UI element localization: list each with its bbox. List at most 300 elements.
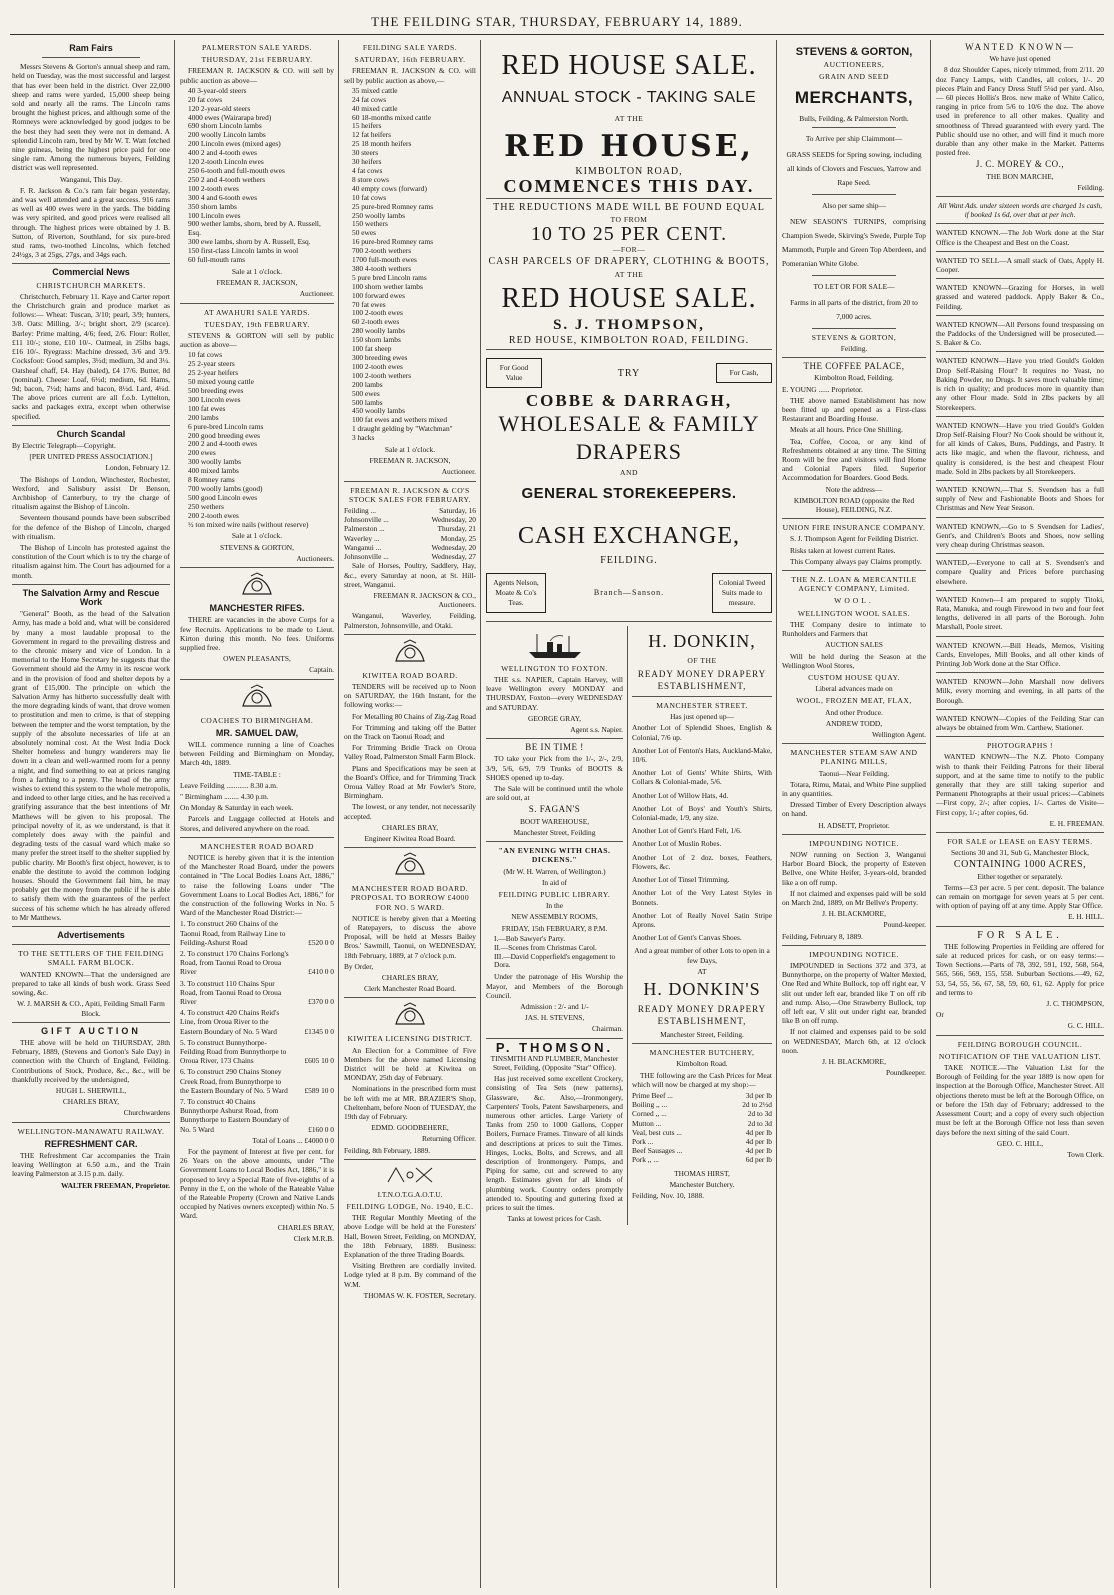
acres-heading: CONTAINING 1000 ACRES,	[953, 859, 1087, 871]
donkin-grand: And a great number of other Lots to open in a few Days,	[634, 946, 770, 965]
stock-list-item: 3 hacks	[352, 433, 375, 443]
christchurch-text: Christchurch, February 11. Kaye and Carter report the Christchurch grain and produce market as follows:— Wheat: Tuscan, 3/10; pearl, 3/9; hunters, 3/8. Oats: Milling, 3/-; bright short, 2/9 (scarce). Barley: Prime malting, 4/6; feed, 2/6. Flour: Roller, £11 10/-; stone, £10 10/-. Oatmeal, in 25lbs bags, £16 10/-. Ryegrass: Machine dressed, 3/6 and 3/9. Cocksfoot: Good samples, 3½d; medium, 3d and 3¼. Oatsheaf chaff, £4. Hay (baled), £4 17/6. Butter, 8d (nominal). Cheese: Loaf, 6½d; medium, 6d. Hams, 9d; bacon, 7½d; hams and bacon, 8½d. Lard, 4¼d. The above prices current are all f.o.b. Lyttelton, sacks and packages extra, except when otherwise specified.	[12, 291, 170, 421]
wool-heading: WOOL.	[834, 596, 874, 606]
dickens-heading: "AN EVENING WITH CHAS. DICKENS."	[498, 846, 611, 865]
road-work-description: 2. To construct 170 Chains Forlong's Road, from Taonui Road to Oroua River	[180, 948, 289, 977]
church-byline: By Electric Telegraph—Copyright.	[12, 440, 116, 450]
cash-exchange-heading: CASH EXCHANGE,	[517, 522, 740, 549]
stock-list-item: 100 shorn wether lambs	[352, 281, 423, 291]
donkin-establishment-2: READY MONEY DRAPERY ESTABLISHMENT,	[637, 1003, 767, 1026]
foxton-signature-title: Agent s.s. Napier.	[570, 725, 623, 735]
settlers-signature: W. J. MARSH & CO., Apiti, Feilding Small Farm Block.	[17, 999, 165, 1018]
stock-sales-text: Sale of Horses, Poultry, Saddlery, Hay, &c., every Saturday at noon, at St. Hill-street, Wanganui.	[344, 561, 476, 589]
stock-list-item: 10 fat cows	[188, 350, 223, 360]
stock-sales-schedule	[344, 506, 476, 561]
borough-signature-title: Town Clerk.	[1067, 1149, 1104, 1159]
stock-list-item: 690 shorn Lincoln lambs	[188, 121, 262, 131]
stock-list-item: 450 woolly lambs	[352, 406, 405, 416]
for-sale-signature-1: J. C. THOMPSON,	[1046, 999, 1104, 1009]
photographs-heading: PHOTOGRAPHS !	[986, 741, 1054, 751]
butchery-heading: MANCHESTER BUTCHERY,	[649, 1048, 755, 1058]
stock-list-item: 150 shorn lambs	[352, 335, 401, 345]
road-work-description: 5. To construct Bunnythorpe-Feilding Road from Bunnythorpe to Oroua River, 173 Chains	[180, 1037, 287, 1066]
royal-crest-icon	[237, 572, 277, 600]
loan-proposal-signature: CHARLES BRAY,	[381, 973, 439, 982]
price-row	[632, 1146, 772, 1155]
stock-list-item: 380 4-tooth wethers	[352, 263, 412, 273]
salvation-text: "General" Booth, as the head of the Salvation Army, has made a bold and, what will be considered by many a most laudable proposal to the Government in regard to the prevailing distress and to the chronic misery and vice of London. In a memorial to the Home Secretary he suggests that the Government should aid the Army in its rescue work and in the provision of food and shelter depots by a grant of £15,000. The principle on which the Salvation Army has hitherto successfully dealt with the more degrading kinds of want, that drove women to prostitution and men to crime, is that of stepping between the tempter and the worst temptation, by the supply of the absolute necessaries of life at an absolutely nominal cost. At the West India Dock Shelter homeless and hungry wanderers may lie down in a clean and well-warmed room for a penny a night, and find something to eat at prices ranging from a farthing to a penny. The head of the army wishes to extend this system to the whole metropolis, and indeed to other large cities, and he has received a gratifying assurance that the best intentions of Mr Matthews will be given to his proposal. The principal novelty of it, as we understand, is that it completely does away with the painful and degrading tests of the casual ward which make so many prefer the street itself to the shelter supplied by public charity. Mr Booth's first object, however, is to enable the destitute to avoid the common lodging houses. Should the Government fail him, he may probably get the money from the public if he is able to satisfy them with the guarantees of the perfect success of his scheme which he has already offered to Mr Matthews.	[12, 609, 170, 922]
cash-exchange-boxes	[486, 573, 772, 613]
road-board-signature-title: Clerk M.R.B.	[293, 1233, 334, 1243]
kiwitea-signature-title: Engineer Kiwitea Road Board.	[364, 833, 456, 843]
palmerston-date: THURSDAY, 21st FEBRUARY.	[201, 55, 313, 65]
schedule-row	[344, 543, 476, 552]
want-ad: WANTED TO SELL—A small stack of Oats, Apply H. Cooper.	[936, 255, 1104, 275]
stock-list-item: 700 2-tooth wethers	[352, 246, 412, 256]
stock-list-item: 50 mixed young cattle	[188, 377, 254, 387]
stock-list-item: 300 woolly lambs	[188, 457, 241, 467]
road-work-amount: £605 10 0	[304, 1056, 334, 1066]
kiwitea-road-text: TENDERS will be received up to Noon on SATURDAY, the 16th Instant, for the following works:—	[344, 681, 476, 710]
stock-list-item: 280 woolly lambs	[352, 326, 405, 336]
try-label: TRY	[617, 367, 641, 379]
coffee-palace-text-2: Tea, Coffee, Cocoa, or any kind of Refreshments obtained at any time. The Sitting Room will be free and visitors will find Home and Colonial Papers filed. Superior Accommodation for Boarders. Good Beds.	[782, 436, 926, 483]
union-fire-heading: UNION FIRE INSURANCE COMPANY.	[782, 523, 926, 533]
ram-fairs-text-2: F. R. Jackson & Co.'s ram fair began yesterday, and was well attended and a great success. 916 rams as well as 400 ewes were in the yards. The bidding was very spirited, and good prices were realised all through. The highest prices were obtained by J. B. Sutton, of Riverton, Southland, for six pure-bred stud rams, two-toothed Lincolns, which fetched 24½gs, 3 at 25gs, 27gs, and 34gs each.	[12, 185, 170, 260]
to-let-text: TO LET OR FOR SALE—	[813, 281, 895, 291]
cash-box: For Cash,	[716, 363, 772, 383]
stock-list-item: 35 mixed cattle	[352, 85, 398, 95]
red-house-title: RED HOUSE,	[504, 129, 754, 165]
want-ad: WANTED KNOWN.—The Job Work done at the Star Office is the Cheapest and Best on the Coast.	[936, 228, 1104, 247]
column-4	[482, 40, 776, 1588]
stock-list-item: 200 good breeding ewes	[188, 430, 261, 440]
coffee-palace-heading: THE COFFEE PALACE,	[803, 361, 905, 372]
price-row-value: 4d per lb	[745, 1127, 772, 1137]
road-work-item	[180, 949, 334, 977]
impounding-2-signature: J. H. BLACKMORE,	[822, 1057, 886, 1067]
road-work-item	[180, 979, 334, 1007]
column-1	[8, 40, 174, 1588]
impounding-heading-2: IMPOUNDING NOTICE.	[809, 949, 899, 959]
price-row-value: 2d to 3d	[747, 1109, 772, 1119]
dickens-in: In the	[545, 901, 564, 911]
impounding-signature-title: Pound-keeper.	[883, 920, 926, 930]
dickens-signature-title: Chairman.	[592, 1024, 623, 1034]
fagan-warehouse: BOOT WAREHOUSE,	[519, 816, 590, 826]
kiwitea-work-2: For Trimming and taking off the Batter on the Track on Taonui Road; and	[344, 722, 476, 741]
road-board-total: Total of Loans ... £4000 0 0	[252, 1135, 334, 1145]
fagan-address: Manchester Street, Feilding	[513, 827, 596, 837]
schedule-row-label: Wanganui ...	[344, 542, 382, 552]
stock-list-item: 4000 ewes (Wairarapa bred)	[188, 112, 272, 122]
col4-left-subcolumn	[486, 626, 628, 1226]
for-sale-heading: FOR SALE.	[977, 929, 1063, 941]
for-label: —FOR—	[612, 245, 646, 255]
cash-parcels-text: CASH PARCELS OF DRAPERY, CLOTHING & BOOTS,	[488, 256, 770, 268]
price-row-label: Prime Beef ...	[632, 1090, 673, 1100]
coffee-palace-address-2: KIMBOLTON ROAD (opposite the Red House), FEILDING, N.Z.	[793, 495, 915, 515]
feilding-sale-time: Sale at 1 o'clock.	[384, 445, 436, 455]
price-row-label: Pork ,, ...	[632, 1155, 659, 1165]
stock-list-item: 300 ewe lambs, shorn by A. Russell, Esq.	[188, 237, 311, 247]
morey-name: J. C. MOREY & CO.,	[975, 159, 1065, 170]
price-row-label: Mutton ...	[632, 1118, 662, 1128]
feilding-yards-heading: FEILDING SALE YARDS.	[362, 43, 458, 52]
for-sale-lease-text: Either together or separately.	[977, 871, 1063, 881]
for-sale-lease-signature: E. H. HILL.	[1068, 912, 1104, 922]
schedule-row	[344, 515, 476, 524]
awahuri-intro: STEVENS & GORTON will sell by public auction as above—	[180, 330, 334, 350]
donkin-item: Another Lot of Willow Hats, 4d.	[632, 790, 729, 800]
road-work-amount: £410 0 0	[308, 967, 334, 977]
gift-auction-heading: GIFT AUCTION	[41, 1025, 141, 1036]
dickens-byline: (Mr W. H. Warren, of Wellington.)	[503, 866, 606, 876]
donkin-street: MANCHESTER STREET.	[656, 701, 748, 711]
for-sale-lease-sections: Sections 30 and 31, Sub G, Manchester Block,	[951, 848, 1089, 858]
stock-list-item: 24 fat cows	[352, 94, 387, 104]
palmerston-stock-list	[180, 87, 334, 265]
butchery-signature-title: Manchester Butchery.	[669, 1179, 735, 1189]
kimbolton-road: KIMBOLTON ROAD,	[575, 166, 683, 178]
road-work-amount: £589 10 0	[304, 1085, 334, 1095]
road-work-item	[180, 1067, 334, 1095]
saw-mills-text: Totara, Rimu, Matai, and White Pine supplied in any quantities.	[782, 779, 926, 798]
stock-list-item: 25 18 month heifers	[352, 139, 412, 149]
dickens-admission: Admission : 2/- and 1/-	[520, 1001, 589, 1011]
price-row-value: 4d per lb	[745, 1146, 772, 1156]
impounding-date: Feilding, February 8, 1889.	[782, 931, 863, 941]
programme-item: III.—David Copperfield's engagement to Dora.	[494, 951, 616, 970]
stock-list-item: 100 fat ewes and wethers mixed	[352, 415, 448, 425]
want-ad: WANTED KNOWN—Grazing for Horses, in well grassed and watered paddock. Apply Baker & Co., Feilding.	[936, 283, 1104, 311]
church-heading: Church Scandal	[56, 428, 126, 439]
stock-list-item: 100 fat ewes	[188, 403, 226, 413]
stock-list-item: 200 lambs	[352, 379, 383, 389]
road-work-amount: £1345 0 0	[304, 1026, 334, 1036]
column-divider	[338, 40, 339, 1588]
lodge-heading: FEILDING LODGE, No. 1940, E.C.	[346, 1202, 474, 1212]
stock-list-item: 15 heifers	[352, 121, 382, 131]
cobbe-darragh-title: COBBE & DARRAGH,	[525, 391, 733, 411]
dickens-date: FRIDAY, 15th FEBRUARY, 8 P.M.	[501, 923, 608, 933]
kiwitea-work-1: For Metalling 80 Chains of Zig-Zag Road	[352, 711, 476, 721]
want-ad: WANTED KNOWN—All Persons found trespassing on the Paddocks of the Undersigned will be prosecuted.—S. Baker & Co.	[936, 319, 1104, 348]
stock-list-item: 16 pure-bred Romney rams	[352, 237, 434, 247]
stock-list-item: 8 store cows	[352, 174, 389, 184]
dickens-venue: NEW ASSEMBLY ROOMS,	[511, 912, 598, 922]
farms-text: Farms in all parts of the district, from 20 to 7,000 acres.	[790, 297, 918, 321]
stock-list-item: 100 2-tooth ewes	[352, 308, 403, 318]
stock-sales-signature: FREEMAN R. JACKSON & CO., Auctioneers.	[373, 590, 476, 610]
awahuri-sale-time: Sale at 1 o'clock.	[231, 531, 283, 541]
schedule-row-label: Johnsonville ...	[344, 515, 389, 525]
masonic-emblem-icon	[380, 1164, 440, 1186]
saw-mills-signature: H. ADSETT, Proprietor.	[818, 820, 890, 830]
royal-crest-icon	[237, 684, 277, 712]
union-fire-text-3: This Company always pay Claims promptly.	[790, 556, 922, 566]
royal-crest-icon	[390, 1002, 430, 1030]
stock-list-item: 500 breeding ewes	[188, 385, 244, 395]
lodge-signature: THOMAS W. K. FOSTER, Secretary.	[363, 1290, 476, 1300]
price-row-label: Beef Sausages ...	[632, 1146, 683, 1156]
advances-text: Liberal advances made on	[815, 684, 893, 694]
be-in-time-heading: BE IN TIME !	[525, 742, 584, 753]
storekeepers-heading: GENERAL STOREKEEPERS.	[521, 484, 737, 502]
thomson-subheading: TINSMITH AND PLUMBER, Manchester Street, Feilding, (Opposite "Star" Office).	[490, 1053, 619, 1072]
price-row	[632, 1109, 772, 1118]
stock-list-item: 12 fat heifers	[352, 130, 391, 140]
stock-list-item: 500 lambs	[352, 397, 383, 407]
kiwitea-work-3: For Trimming Bridle Track on Oroua Valley Road, Palmerston Small Farm Block.	[344, 743, 476, 762]
want-ads-note: All Want Ads. under sixteen words are charged 1s cash, if booked 1s 6d, over that at per inch.	[937, 201, 1103, 220]
royal-crest-icon	[390, 639, 430, 667]
coffee-palace-meals: Meals at all hours. Price One Shilling.	[790, 425, 903, 435]
awahuri-signature: STEVENS & GORTON,	[220, 542, 294, 552]
grass-seeds-text: GRASS SEEDS for Spring sowing, including all kinds of Clovers and Fescues, Yarrow and Rape Seed.	[786, 149, 922, 187]
stock-list-item: 200 ewes	[188, 448, 216, 458]
custom-house-label: CUSTOM HOUSE QUAY.	[808, 672, 900, 682]
schedule-row-value: Wednesday, 20	[431, 515, 476, 525]
impounding-text: NOW running on Section 3, Wanganui Harbor Board Block, the property of Esteven Bellve, one White Heifer, 3-years-old, branded like a on off rump.	[782, 849, 926, 887]
price-row	[632, 1128, 772, 1137]
stevens-gorton-locations: Bulls, Feilding, & Palmerston North.	[799, 113, 909, 123]
merchants-heading: MERCHANTS,	[794, 87, 914, 107]
road-work-item	[180, 1008, 334, 1036]
stock-sales-towns: Wanganui, Waverley, Feilding, Palmerston, Johnsonville, and Otaki.	[344, 611, 476, 630]
valuation-heading: NOTIFICATION OF THE VALUATION LIST.	[938, 1051, 1102, 1061]
stock-list-item: 60 full-mouth rams	[188, 255, 246, 265]
lodge-emblem-text: I.T.N.O.T.G.A.O.T.U.	[377, 1189, 443, 1199]
church-text-3: The Bishop of Lincoln has protested against the constitution of the Court which is to try the charge of ritualism against him. The Court has adjourned for a month.	[12, 542, 170, 580]
dickens-patronage: Under the patronage of His Worship the Mayor, and Members of the Borough Council.	[486, 972, 623, 1000]
feilding-signature-title: Auctioneer.	[441, 467, 476, 477]
coffee-palace-proprietor: E. YOUNG ...... Proprietor.	[782, 384, 863, 394]
ram-fairs-heading: Ram Fairs	[69, 43, 113, 53]
settlers-text: WANTED KNOWN—That the undersigned are prepared to take all kinds of bush work. Grass Seed sowing, &c.	[12, 969, 170, 998]
programme-item: II.—Scenes from Christmas Carol.	[494, 942, 597, 952]
stock-list-item: 200 lambs	[188, 412, 219, 422]
impounding-2-text-2: If not claimed and expenses paid to be sold on WEDNESDAY, March 6th, at 12 o'clock noon.	[782, 1027, 926, 1055]
donkin-at: AT	[697, 966, 707, 976]
feilding-yards-intro: FREEMAN R. JACKSON & CO. will sell by public auction as above,—	[344, 66, 476, 85]
union-fire-text: S. J. Thompson Agent for Feilding District.	[790, 534, 919, 544]
stock-list-item: 1 draught gelding by "Watchman"	[352, 424, 453, 434]
licensing-heading: KIWITEA LICENSING DISTRICT.	[347, 1034, 473, 1044]
licensing-text-2: Nominations in the prescribed form must be left with me at MR. BRAZIER'S Shop, Cheltenham, before Noon of TUESDAY, the 19th day of February.	[344, 1084, 476, 1122]
road-board-heading: MANCHESTER ROAD BOARD	[200, 841, 314, 851]
salvation-heading: The Salvation Army and Rescue Work	[22, 587, 160, 607]
dickens-aid: In aid of	[541, 877, 568, 887]
church-text-2: Seventeen thousand pounds have been subscribed for the defence of the Bishop of Lincoln, charged with ritualism.	[12, 513, 170, 541]
settlers-heading: TO THE SETTLERS OF THE FEILDING SMALL FARM BLOCK.	[18, 949, 164, 968]
dateline: Wanganui, This Day.	[59, 174, 122, 184]
awahuri-date: TUESDAY, 19th FEBRUARY.	[204, 319, 310, 329]
percent-heading: 10 TO 25 PER CENT.	[530, 223, 728, 246]
stevens-gorton-heading: STEVENS & GORTON,	[795, 46, 913, 58]
fagan-name: S. FAGAN'S	[528, 804, 581, 815]
stock-list-item: 350 shorn lambs	[188, 201, 237, 211]
price-row-value: 4d per lb	[745, 1136, 772, 1146]
price-row-label: Veal, best cuts ...	[632, 1127, 682, 1137]
thomson-tanks: Tanks at lowest prices for Cash.	[507, 1214, 602, 1224]
stock-list-item: ½ ton mixed wire nails (without reserve)	[188, 519, 309, 529]
stock-list-item: 100 fat sheep	[352, 344, 392, 354]
thompson-address: RED HOUSE, KIMBOLTON ROAD, FEILDING.	[508, 335, 750, 347]
also-ship-text: Also per same ship—	[822, 200, 886, 210]
stock-list-item: 40 3-year-old steers	[188, 85, 247, 95]
column-divider	[776, 40, 777, 1588]
column-3	[340, 40, 480, 1588]
stock-list-item: 100 Lincoln ewes	[188, 210, 241, 220]
stock-list-item: 200 2-tooth ewes	[188, 510, 239, 520]
wool-sales-heading: WELLINGTON WOOL SALES.	[797, 608, 911, 618]
butchery-date: Feilding, Nov. 10, 1888.	[632, 1190, 704, 1200]
foxton-text: THE s.s. NAPIER, Captain Harvey, will leave Wellington every MONDAY and THURSDAY, Foxton—every WEDNESDAY and SATURDAY.	[486, 675, 623, 712]
wanted-known-text: 8 doz Shoulder Capes, nicely trimmed, from 2/11. 20 doz Fancy Lamps, with Candles, all colors, 1/-. 20 pieces Plain and Fancy Dress Stuff 5¼d per yard. Also,— 60 pieces Hollis's Bros. new make of White Calico, ranging in price from 5/6 to 10/6 the doz. The above used in preference to all other makes. Quality and smoothness of Thread guaranteed with every yard. The Public should use no other, and will find it much more durable than any other make in the Market. Patterns posted free.	[936, 65, 1104, 158]
loan-proposal-text: NOTICE is hereby given that a Meeting of Ratepayers, to discuss the above Proposal, will be held at Messrs Bailey Bros.' Sawmill, Taonui, on WEDNESDAY, 18th February, 1889, at 7 o'clock p.m.	[344, 913, 476, 960]
stock-list-item: 8 Romney rams	[188, 475, 235, 485]
column-divider	[174, 40, 175, 1588]
schedule-row	[344, 524, 476, 533]
column-divider	[480, 40, 481, 1588]
coaches-name: MR. SAMUEL DAW,	[215, 727, 299, 738]
stock-list-item: 250 2 and 4-tooth wethers	[188, 174, 266, 184]
wool-sales-text-2: Will be held during the Season at the Wellington Wool Stores,	[782, 651, 926, 670]
awahuri-signature-title: Auctioneers.	[296, 553, 334, 563]
for-sale-lease-heading: FOR SALE or LEASE on EASY TERMS.	[947, 837, 1093, 847]
wanted-known-heading: WANTED KNOWN—	[965, 42, 1075, 52]
stock-list-item: 30 steers	[352, 148, 379, 158]
stock-list-item: 10 fat cows	[352, 192, 387, 202]
road-board-signature: CHARLES BRAY,	[277, 1222, 334, 1232]
stock-list-item: 70 fat ewes	[352, 299, 386, 309]
borough-signature: GEO. C. HILL,	[996, 1138, 1044, 1148]
christchurch-heading: CHRISTCHURCH MARKETS.	[36, 280, 146, 290]
wool-sales-text: THE Company desire to intimate to Runholders and Farmers that	[782, 619, 926, 639]
want-ad: WANTED KNOWN—Have you tried Gould's Golden Drop Self-Raising Flour? It requires no Yeast, no Baking Powder, no Drugs. It saves much valuable time; is rich in quality; and produces more in quantity than any other Flour made. Sold in 2lbs packets by all Storekeepers.	[936, 356, 1104, 412]
for-sale-signature-2: G. C. HILL.	[1067, 1021, 1104, 1031]
price-row-value: 2d to 2½d	[742, 1100, 772, 1110]
road-work-description: 1. To construct 260 Chains of the Taonui Road, from Railway Line to Feilding-Ashurst Road	[180, 919, 286, 947]
stock-list-item: 150 first-class Lincoln lambs in wool	[188, 246, 299, 256]
drapers-heading: DRAPERS	[575, 439, 683, 465]
donkin-item: Another Lot of the Very Latest Styles in Bonnets.	[632, 888, 772, 907]
want-ad: WANTED KNOWN,—Go to S Svendsen for Ladies', Gent's, and Children's Boots and Shoes, now selling very cheap during Christmas season.	[936, 521, 1104, 549]
butchery-price-list	[632, 1091, 772, 1165]
column-divider	[930, 40, 931, 1588]
stock-list-item: 200 woolly Lincoln lambs	[188, 130, 266, 140]
donkin-item: Another Lot of Really Novel Satin Stripe Aprons.	[632, 910, 772, 929]
schedule-row-value: Monday, 25	[440, 533, 476, 543]
photographs-signature: E. H. FREEMAN.	[1049, 818, 1104, 828]
road-board-works	[180, 919, 334, 1133]
be-in-time-text: TO take your Pick from the 1/-, 2/-, 2/9, 3/9, 5/6, 6/9, 7/9 Trunks of BOOTS & SHOES opened up to-day.	[486, 754, 623, 782]
railway-heading: WELLINGTON-MANAWATU RAILWAY.	[17, 1126, 165, 1136]
road-work-description: 7. To construct 40 Chains Bunnythorpe Ashurst Road, from Bunnythorpe to Eastern Boundary of No. 5 Ward	[180, 1097, 290, 1134]
stock-sales-heading: FREEMAN R. JACKSON & CO'S STOCK SALES FOR FEBRUARY.	[349, 485, 471, 504]
auctioneers-label: AUCTIONEERS,	[823, 60, 885, 70]
feilding-stock-list	[344, 87, 476, 443]
schedule-row	[344, 534, 476, 543]
dickens-programme	[486, 935, 623, 971]
schedule-row	[344, 506, 476, 515]
stock-list-item: 40 mixed cattle	[352, 103, 398, 113]
stock-list-item: 400 mixed lambs	[188, 466, 239, 476]
coaches-parcels: Parcels and Luggage collected at Hotels and Stores, and delivered anywhere on the road.	[180, 814, 334, 833]
stevens-gorton-location: Feilding.	[840, 344, 868, 354]
licensing-signature: EDMD. GOODBEHERE,	[371, 1123, 449, 1133]
dickens-signature: JAS. H. STEVENS,	[524, 1013, 585, 1023]
refreshment-heading: REFRESHMENT CAR.	[44, 1138, 138, 1149]
butchery-text: THE following are the Cash Prices for Meat which will now be charged at my shop:—	[632, 1070, 772, 1089]
stock-list-item: 250 6-tooth and full-mouth ewes	[188, 165, 285, 175]
licensing-signature-title: Returning Officer.	[421, 1134, 476, 1144]
for-sale-lease-terms: Terms—£3 per acre. 5 per cent. deposit. The balance can remain on mortgage for seven years at 5 per cent. with option of paying off at any time. Apply Star Office.	[936, 882, 1104, 911]
donkin-item: Another Lot of Gents' White Shirts, With Collars & Colonial-made, 5/6.	[632, 768, 772, 787]
impounding-2-signature-title: Poundkeeper.	[885, 1068, 926, 1078]
royal-crest-icon	[390, 852, 430, 880]
church-dateline: London, February 12.	[105, 463, 170, 473]
be-in-time-text-2: The Sale will be continued until the whole are sold out, at	[486, 784, 623, 803]
licensing-date: Feilding, 8th February, 1889.	[344, 1145, 431, 1155]
loan-proposal-heading: MANCHESTER ROAD BOARD. PROPOSAL TO BORROW £4000 FOR NO. 5 WARD.	[350, 884, 470, 912]
palmerston-signature-title: Auctioneer.	[299, 289, 334, 299]
impounding-heading: IMPOUNDING NOTICE.	[809, 838, 899, 848]
schedule-row-value: Wednesday, 20	[431, 542, 476, 552]
morey-location: Feilding.	[1077, 182, 1104, 192]
branch-label: Branch—Sanson.	[593, 588, 665, 598]
licensing-text: An Election for a Committee of Five Members for the above named Licensing District will be held at Kiwitea on MONDAY, 25th day of February.	[344, 1045, 476, 1083]
impounding-text-2: If not claimed and expenses paid will be sold on March 2nd, 1889, on Mr Bellve's Property.	[782, 888, 926, 907]
red-house-sale-title-2: RED HOUSE SALE.	[501, 282, 757, 314]
wool-goods: WOOL, FROZEN MEAT, FLAX,	[796, 696, 912, 706]
stock-list-item: 300 breeding ewes	[352, 353, 408, 362]
column-6	[932, 40, 1108, 1588]
want-ad: WANTED KNOWN—Have you tried Gould's Golden Drop Self-Raising Flour? No Cook should be without it, for all kinds of Cakes, Buns, Puddings, and Pastry. It acts like magic, and when the flavour, richness, and quality is considered, is the best and cheapest Flour made. Sold in 2lbs packets by all Storekeepers.	[936, 420, 1104, 476]
wholesale-heading: WHOLESALE & FAMILY	[498, 411, 760, 437]
road-work-amount: £520 0 0	[308, 937, 334, 947]
schedule-row-value: Wednesday, 27	[431, 552, 476, 562]
stock-list-item: 5 pure bred Lincoln rams	[352, 272, 427, 282]
kiwitea-road-heading: KIWITEA ROAD BOARD.	[362, 670, 458, 680]
foxton-signature: GEORGE GRAY,	[528, 713, 581, 723]
palmerston-intro: FREEMAN R. JACKSON & CO. will sell by public auction as above—	[180, 66, 334, 85]
schedule-row-value: Thursday, 21	[437, 524, 476, 534]
stock-list-item: 4 fat cows	[352, 165, 383, 175]
price-row	[632, 1119, 772, 1128]
donkin-heading: H. DONKIN,	[648, 630, 756, 651]
and-label: AND	[620, 468, 638, 478]
cash-exchange-location: FEILDING.	[600, 554, 658, 566]
turnips-text: NEW SEASON'S TURNIPS, comprising Champion Swede, Skirving's Swede, Purple Top Mammoth, Purple and Green Top Aberdeen, and Pomeranian White Globe.	[782, 216, 926, 268]
kiwitea-signature: CHARLES BRAY,	[381, 822, 439, 832]
palmerston-heading: PALMERSTON SALE YARDS.	[201, 43, 313, 52]
stock-list-item: 20 fat cows	[188, 94, 223, 104]
commences-heading: COMMENCES THIS DAY.	[503, 176, 755, 197]
coaches-text: WILL commence running a line of Coaches between Feilding and Birmingham on Monday, March 4th, 1889.	[180, 739, 334, 768]
saw-mills-subheading: Taonui—Near Feilding.	[818, 768, 890, 778]
kiwitea-road-text-2: Plans and Specifications may be seen at the Board's Office, and for Trimming Track Oroua Valley Road at Mr Fowler's Store, Birmingham.	[344, 763, 476, 801]
loan-proposal-by: By Order,	[344, 961, 374, 971]
agents-box: Agents Nelson, Moate & Co's Teas.	[486, 573, 546, 613]
coffee-palace-note: Note the address—	[825, 484, 883, 494]
impounding-2-text: IMPOUNDED in Sections 372 and 373, at Bunnythorpe, on the property of Walter Mexted, One Red and White Bullock, top off right ear, V slit out under left ear, branded like T on off rib and rump. Also,—One Strawberry Bullock, top off left ear, V slit out under right ear, branded like B on off rump.	[782, 960, 926, 1026]
price-row-label: Pork ...	[632, 1136, 654, 1146]
stock-list-item: 1700 full-mouth ewes	[352, 255, 417, 265]
stock-list-item: 60 2-tooth ewes	[352, 317, 400, 327]
for-sale-text: THE following Properties in Feilding are offered for sale at reduced prices for cash, or on easy terms:— Town Sections.—Parts of 78, 392, 591, 192, 568, 564, 565, 566, 569, 155, 558. Suburban Sections.—49, 62, 53, 54, 55, 56, 67, 58, 59, 60, 61, 62. Apply for price and terms to	[936, 941, 1104, 997]
